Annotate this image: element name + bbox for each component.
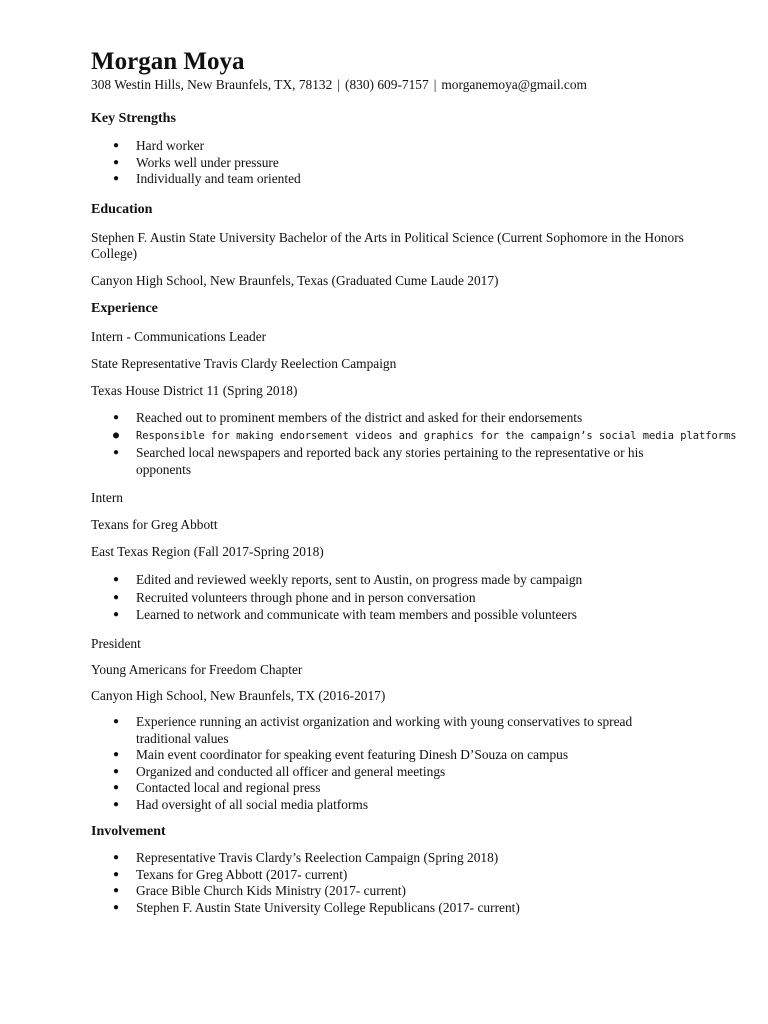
job-role: Intern xyxy=(91,490,123,505)
job-role: Intern - Communications Leader xyxy=(91,329,267,344)
contact-line xyxy=(91,77,587,93)
section-title-involvement: Involvement xyxy=(91,824,166,839)
list-item: ● Stephen F. Austin State University College Republicans (2017- current) xyxy=(113,899,520,915)
bullet-icon: ● xyxy=(113,852,120,863)
job-location: Texas House District 11 (Spring 2018) xyxy=(91,383,298,398)
bullet-icon: ● xyxy=(113,140,120,151)
list-item-cont: traditional values xyxy=(136,730,229,746)
list-item: ● Grace Bible Church Kids Ministry (2017- current) xyxy=(113,883,406,898)
name-heading xyxy=(91,47,244,77)
candidate-name: Morgan Moya xyxy=(91,48,245,75)
bullet-icon: ● xyxy=(113,429,120,441)
list-item: ● Main event coordinator for speaking event featuring Dinesh D’Souza on campus xyxy=(113,747,569,762)
key-strengths-list xyxy=(91,138,691,188)
section-title-experience: Experience xyxy=(91,301,158,316)
list-item: ● Edited and reviewed weekly reports, sent to Austin, on progress made by campaign xyxy=(113,572,583,587)
list-item: ● Had oversight of all social media platforms xyxy=(113,796,369,812)
bullet-icon: ● xyxy=(113,609,120,620)
bullet-icon: ● xyxy=(113,782,120,793)
education-section xyxy=(91,201,152,218)
job-bullets xyxy=(91,714,711,813)
list-item: ● Reached out to prominent members of the district and asked for their endorsements xyxy=(113,410,583,425)
bullet-icon: ● xyxy=(113,574,120,585)
job-bullets xyxy=(91,410,737,478)
job-organization: Texans for Greg Abbott xyxy=(91,517,218,532)
job-organization: Young Americans for Freedom Chapter xyxy=(91,662,303,677)
phone: (830) 609-7157 xyxy=(345,77,429,92)
education-entry-cont: College) xyxy=(91,246,138,261)
list-item: ● Texans for Greg Abbott (2017- current) xyxy=(113,866,348,882)
education-entry: Stephen F. Austin State University Bachelor of the Arts in Political Science (Current Sophomore in the Honors xyxy=(91,230,684,245)
address: 308 Westin Hills, New Braunfels, TX, 78132 xyxy=(91,77,333,92)
bullet-icon: ● xyxy=(113,716,120,727)
list-item-cont: opponents xyxy=(136,461,192,477)
job-role: President xyxy=(91,636,141,651)
bullet-icon: ● xyxy=(113,591,120,603)
bullet-icon: ● xyxy=(113,885,120,896)
key-strengths-section xyxy=(91,110,176,127)
job-bullets xyxy=(91,572,711,624)
job-organization: State Representative Travis Clardy Reelection Campaign xyxy=(91,356,397,371)
job-location: East Texas Region (Fall 2017-Spring 2018) xyxy=(91,544,324,559)
bullet-icon: ● xyxy=(113,798,120,810)
list-item: ● Searched local newspapers and reported back any stories pertaining to the representative or his xyxy=(113,445,644,460)
list-item: ● Experience running an activist organization and working with young conservatives to spread xyxy=(113,714,633,729)
list-item: ● Responsible for making endorsement videos and graphics for the campaign’s social media platforms xyxy=(91,428,711,445)
list-item: ● Contacted local and regional press xyxy=(113,780,321,795)
bullet-icon: ● xyxy=(113,447,120,458)
bullet-icon: ● xyxy=(113,156,120,168)
section-title-education: Education xyxy=(91,202,153,217)
list-item: ● Organized and conducted all officer and general meetings xyxy=(113,763,446,779)
section-title-key-strengths: Key Strengths xyxy=(91,111,176,126)
bullet-icon: ● xyxy=(113,173,120,184)
email: morganemoya@gmail.com xyxy=(441,77,587,92)
education-entry: Canyon High School, New Braunfels, Texas (Graduated Cume Laude 2017) xyxy=(91,273,499,288)
list-item: ● Recruited volunteers through phone and in person conversation xyxy=(113,589,476,605)
list-item: ● Hard worker xyxy=(113,138,205,153)
separator: | xyxy=(337,77,340,92)
list-item: ● Learned to network and communicate with team members and possible volunteers xyxy=(113,607,578,622)
job-location: Canyon High School, New Braunfels, TX (2016-2017) xyxy=(91,688,386,703)
list-item: ● Works well under pressure xyxy=(113,154,279,170)
bullet-icon: ● xyxy=(113,868,120,880)
bullet-icon: ● xyxy=(113,901,120,913)
list-item: ● Representative Travis Clardy’s Reelection Campaign (Spring 2018) xyxy=(113,850,499,865)
bullet-icon: ● xyxy=(113,765,120,777)
separator: | xyxy=(433,77,437,92)
experience-section xyxy=(91,300,158,317)
bullet-icon: ● xyxy=(113,412,120,423)
involvement-section xyxy=(91,823,166,840)
involvement-list xyxy=(91,850,711,916)
list-item: ● Individually and team oriented xyxy=(113,171,301,186)
bullet-icon: ● xyxy=(113,749,120,760)
